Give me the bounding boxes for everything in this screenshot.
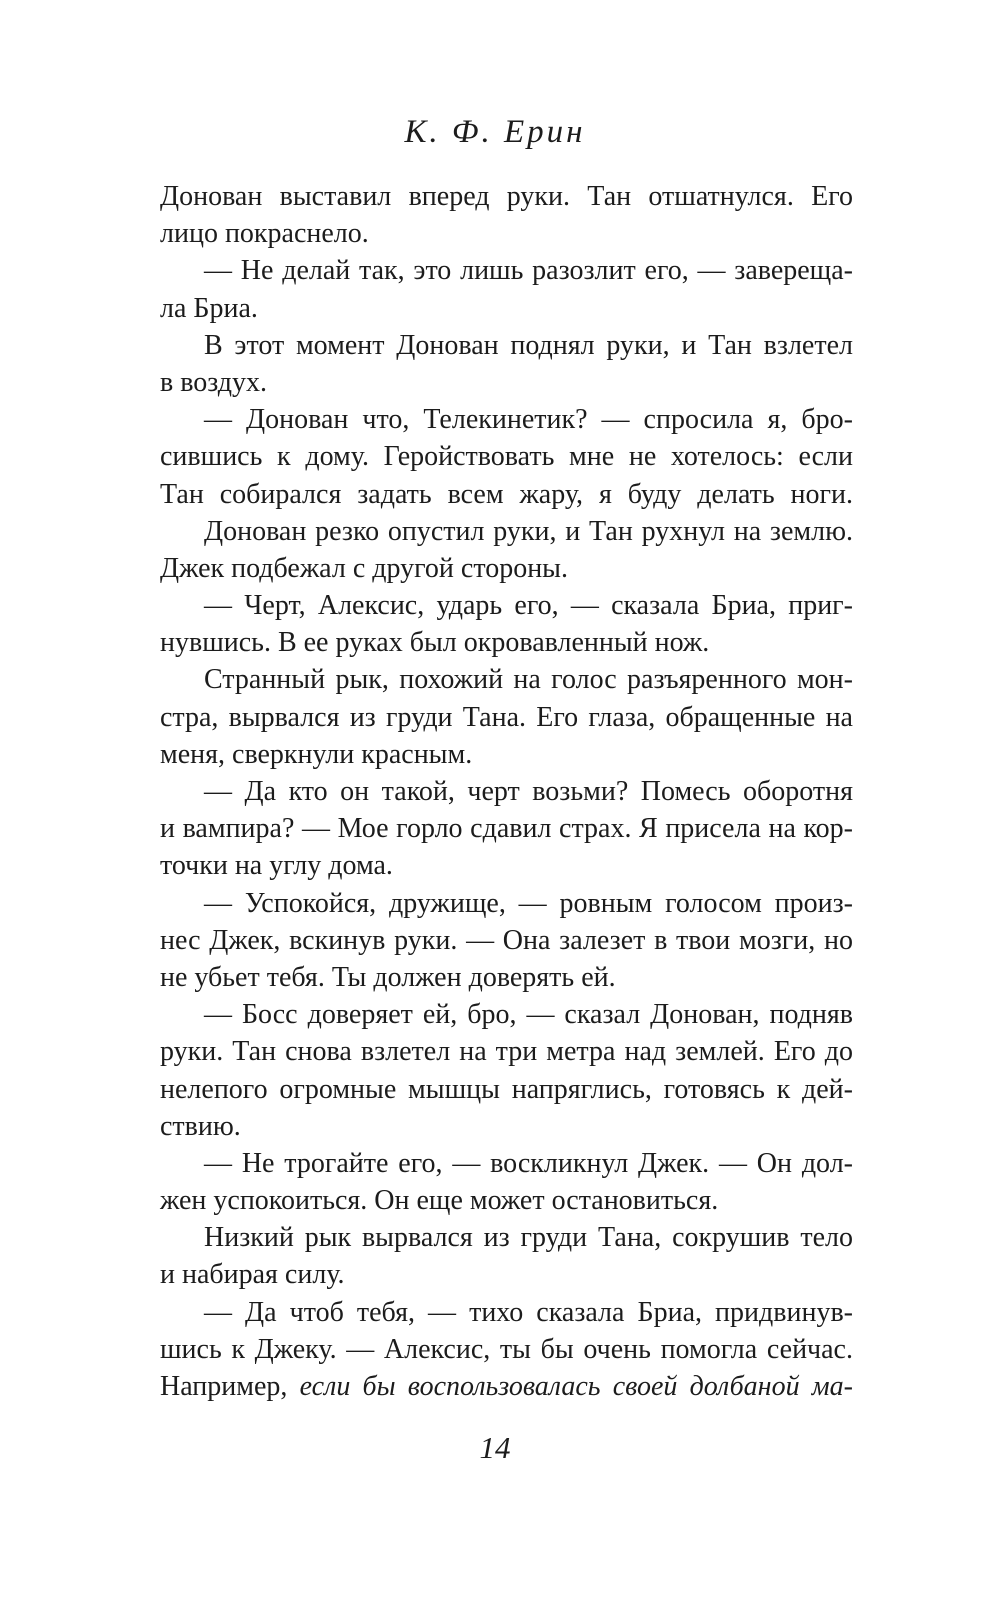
text-line: руки. Тан снова взлетел на три метра над землей. Его до [160,1036,853,1068]
text-line: В этот момент Донован поднял руки, и Тан взлетел [204,329,853,361]
text-line-italic-part: если бы воспользовалась своей долбаной ма- [299,1371,853,1402]
text-line: — Донован что, Телекинетик? — спросила я, бро- [204,404,853,436]
text-line-regular-part: Например, [160,1371,300,1402]
text-line: и вампира? — Мое горло сдавил страх. Я присела на кор- [160,813,853,845]
text-line: Донован выставил вперед руки. Тан отшатнулся. Его [160,181,853,212]
text-line: нувшись. В ее руках был окровавленный нож. [160,627,710,659]
text-line: сившись к дому. Геройствовать мне не хотелось: если [160,441,853,473]
text-line: точки на углу дома. [160,850,393,882]
text-line: не убьет тебя. Ты должен доверять ей. [160,961,616,993]
text-line: жен успокоиться. Он еще может остановиться. [160,1185,719,1217]
page-number: 14 [479,1430,511,1465]
text-line: шись к Джеку. — Алексис, ты бы очень помогла сейчас. [160,1333,853,1365]
body-text [160,178,853,1405]
text-line: — Да чтоб тебя, — тихо сказала Бриа, придвинув- [204,1296,853,1328]
text-line: — Черт, Алексис, ударь его, — сказала Бриа, приг- [204,590,853,622]
text-line: ла Бриа. [160,292,258,324]
text-line: Низкий рык вырвался из груди Тана, сокрушив тело [204,1222,853,1254]
running-head-author: К. Ф. Ерин [404,114,586,150]
text-line: нес Джек, вскинув руки. — Она залезет в твои мозги, но [160,924,853,956]
text-line: — Успокойся, дружище, — ровным голосом произ- [204,887,853,919]
text-line: Странный рык, похожий на голос разъяренного мон- [204,664,853,696]
text-line: и набирая силу. [160,1259,345,1291]
text-line: стра, вырвался из груди Тана. Его глаза, обращенные на [160,701,853,733]
text-line: — Не трогайте его, — воскликнул Джек. — Он дол- [204,1147,853,1179]
text-line: Тан собирался задать всем жару, я буду делать ноги. [160,478,853,510]
text-line: нелепого огромные мышцы напряглись, готовясь к дей- [160,1073,853,1105]
text-line: ствию. [160,1110,241,1142]
text-line: — Да кто он такой, черт возьми? Помесь оборотня [204,776,853,807]
text-line: меня, сверкнули красным. [160,738,473,770]
text-line: Джек подбежал с другой стороны. [160,552,568,584]
text-line: лицо покраснело. [160,218,369,250]
text-line: — Босс доверяет ей, бро, — сказал Донован, подняв [204,999,853,1031]
text-line: в воздух. [160,366,268,398]
text-line-mixed [160,1368,853,1405]
text-line: Донован резко опустил руки, и Тан рухнул на землю. [204,515,853,547]
text-line: — Не делай так, это лишь разозлит его, — заверещa- [204,255,853,287]
